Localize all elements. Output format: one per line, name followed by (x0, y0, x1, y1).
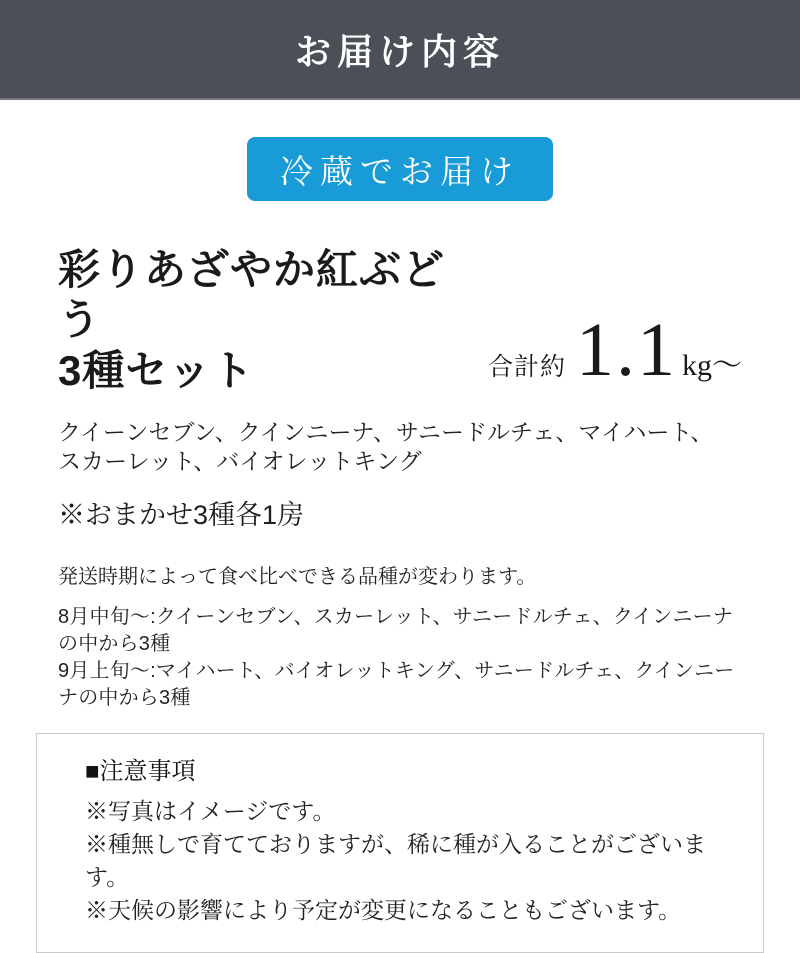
shipping-schedule-august: 8月中旬〜:クイーンセブン、スカーレット、サニードルチェ、クインニーナの中から3種 (58, 606, 734, 656)
notice-heading: ■注意事項 (85, 758, 196, 786)
weight-unit: kg〜 (682, 348, 742, 382)
shipping-intro: 発送時期によって食べ比べできる品種が変わります。 (58, 566, 537, 589)
notice-item-weather: ※天候の影響により予定が変更になることもございます。 (85, 897, 682, 924)
refrigerated-badge (247, 137, 553, 201)
page-title: お届け内容 (294, 30, 505, 72)
notice-item-seeds: ※種無しで育てておりますが、稀に種が入ることがございます。 (85, 831, 706, 891)
notice-item-photo: ※写真はイメージです。 (85, 798, 336, 825)
product-title-line2: 3種セット (58, 346, 255, 394)
title-row (58, 245, 742, 396)
header-banner (0, 0, 800, 100)
total-weight (487, 307, 742, 392)
omakase-note: ※おまかせ3種各1房 (58, 500, 305, 531)
refrigerated-badge-label: 冷蔵でお届け (280, 152, 520, 190)
shipping-schedule-september: 9月上旬〜:マイハート、バイオレットキング、サニードルチェ、クインニーナの中から3種 (58, 660, 735, 710)
variety-list-line2: スカーレット、バイオレットキング (58, 448, 422, 475)
product-title (58, 245, 488, 396)
shipping-schedule (58, 604, 742, 712)
product-title-line1: 彩りあざやか紅ぶどう (58, 246, 446, 344)
variety-list-line1: クイーンセブン、クインニーナ、サニードルチェ、マイハート、 (58, 419, 714, 446)
notice-box (36, 733, 764, 952)
weight-value: 1.1 (576, 307, 677, 392)
weight-prefix: 合計約 (487, 352, 566, 381)
main-content (0, 245, 800, 712)
variety-list (58, 418, 742, 476)
